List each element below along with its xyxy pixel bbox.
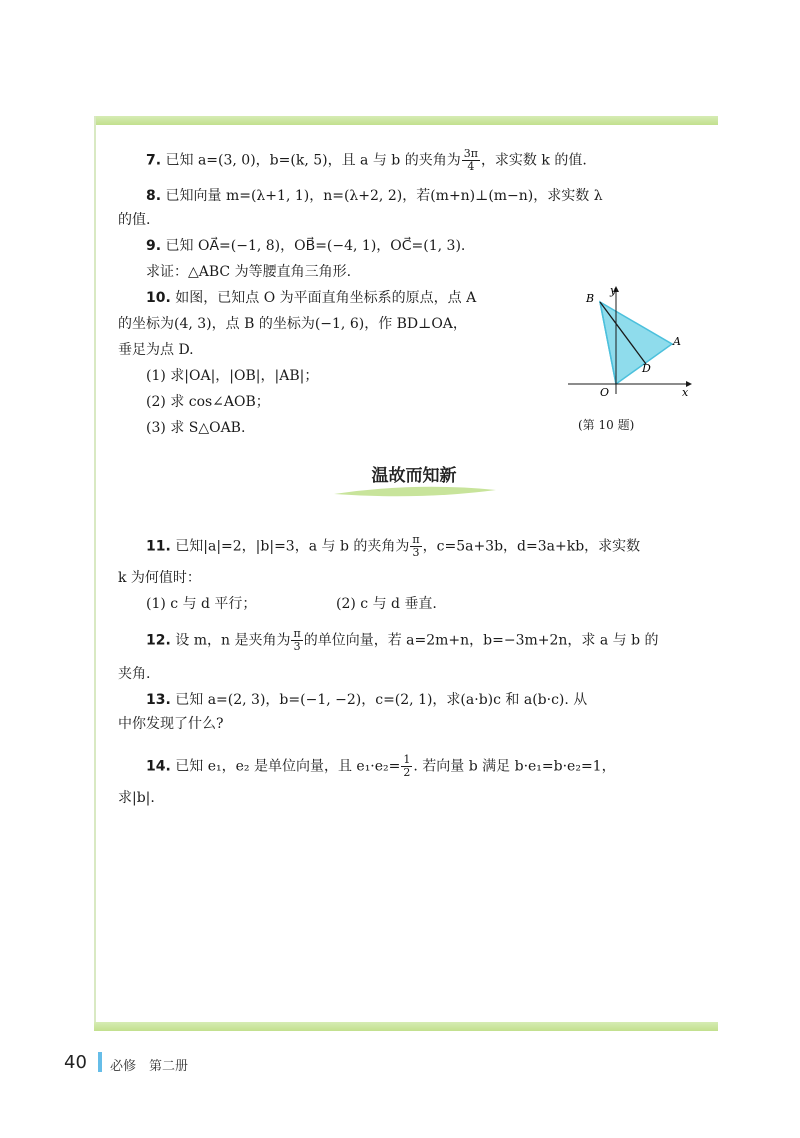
- problem-number: 10.: [146, 290, 171, 306]
- problem-10-figure: [560, 284, 700, 414]
- problem-text: 如图，已知点 O 为平面直角坐标系的原点，点 A: [175, 290, 477, 306]
- problem-10-line3: 垂足为点 D.: [118, 342, 194, 358]
- problem-11-sub2: (2) c 与 d 垂直.: [336, 596, 437, 612]
- label-o: O: [600, 386, 610, 399]
- problem-text: 已知|a|=2，|b|=3，a 与 b 的夹角为: [175, 538, 410, 555]
- problem-14-line2: 求|b|.: [118, 790, 155, 806]
- section-title: 温故而知新: [371, 466, 457, 486]
- problem-number: 11.: [146, 538, 171, 555]
- label-d: D: [642, 362, 651, 375]
- problem-10-line2: 的坐标为(4, 3)，点 B 的坐标为(−1, 6)，作 BD⊥OA，: [118, 316, 467, 332]
- problem-number: 7.: [146, 152, 162, 169]
- problem-number: 14.: [146, 758, 171, 775]
- problem-number: 9.: [146, 238, 162, 254]
- problem-text: ，求实数 k 的值.: [480, 152, 587, 169]
- page-frame-left: [94, 116, 96, 1030]
- label-b: B: [586, 292, 595, 305]
- problem-8: [146, 186, 726, 206]
- label-x: x: [682, 386, 689, 399]
- problem-11-line2: k 为何值时：: [118, 570, 201, 586]
- problem-9: [146, 236, 726, 256]
- page-number: 40: [64, 1052, 87, 1073]
- problem-text: 已知 OA⃗=(−1, 8)，OB⃗=(−4, 1)，OC⃗=(1, 3).: [165, 238, 466, 254]
- problem-12-line2: 夹角.: [118, 666, 151, 682]
- label-y: y: [610, 284, 617, 297]
- problem-text: 的单位向量，若 a=2m+n，b=−3m+2n，求 a 与 b 的: [303, 632, 659, 649]
- problem-text: 已知 a=(2, 3)，b=(−1, −2)，c=(2, 1)，求(a·b)c 和 a(b·c). 从: [175, 692, 588, 708]
- problem-text: ，c=5a+3b，d=3a+kb，求实数: [422, 538, 641, 555]
- fraction: $\frac{3\pi}{4}$: [463, 147, 478, 173]
- fraction: $\frac{\pi}{3}$: [293, 627, 301, 653]
- triangle-oab: [600, 302, 672, 384]
- problem-12: [146, 628, 726, 653]
- problem-9-line2: 求证：△ABC 为等腰直角三角形.: [146, 264, 352, 280]
- problem-text: 已知向量 m=(λ+1, 1)，n=(λ+2, 2)，若(m+n)⊥(m−n)，求实数 λ: [165, 188, 603, 204]
- problem-8-line2: 的值.: [118, 212, 151, 228]
- problem-11: [146, 534, 726, 559]
- problem-text: 已知 a=(3, 0)，b=(k, 5)，且 a 与 b 的夹角为: [165, 152, 461, 169]
- problem-text: . 若向量 b 满足 b·e₁=b·e₂=1，: [413, 758, 616, 775]
- problem-14: [146, 754, 726, 779]
- book-title: 必修 第二册: [110, 1059, 189, 1074]
- footer-accent-bar: [98, 1052, 102, 1072]
- page-frame-top: [94, 116, 718, 125]
- problem-10-sub1: (1) 求|OA|，|OB|，|AB|；: [146, 368, 319, 384]
- problem-10-sub2: (2) 求 cos∠AOB；: [146, 394, 270, 410]
- problem-number: 8.: [146, 188, 162, 204]
- problem-text: 已知 e₁，e₂ 是单位向量，且 e₁·e₂=: [175, 758, 401, 775]
- problem-number: 13.: [146, 692, 171, 708]
- problem-10: [146, 288, 536, 308]
- label-a: A: [673, 335, 681, 348]
- problem-7: [146, 148, 726, 173]
- page-frame-bottom: [94, 1022, 718, 1031]
- problem-text: 设 m，n 是夹角为: [175, 632, 291, 649]
- problem-10-sub3: (3) 求 S△OAB.: [146, 420, 246, 436]
- problem-13-line2: 中你发现了什么?: [118, 716, 224, 732]
- problem-number: 12.: [146, 632, 171, 649]
- problem-13: [146, 690, 726, 710]
- fraction: $\frac{\pi}{3}$: [412, 533, 420, 559]
- figure-caption: (第 10 题): [578, 418, 635, 432]
- fraction: $\frac{1}{2}$: [403, 753, 411, 779]
- problem-11-sub1: (1) c 与 d 平行；: [146, 596, 257, 612]
